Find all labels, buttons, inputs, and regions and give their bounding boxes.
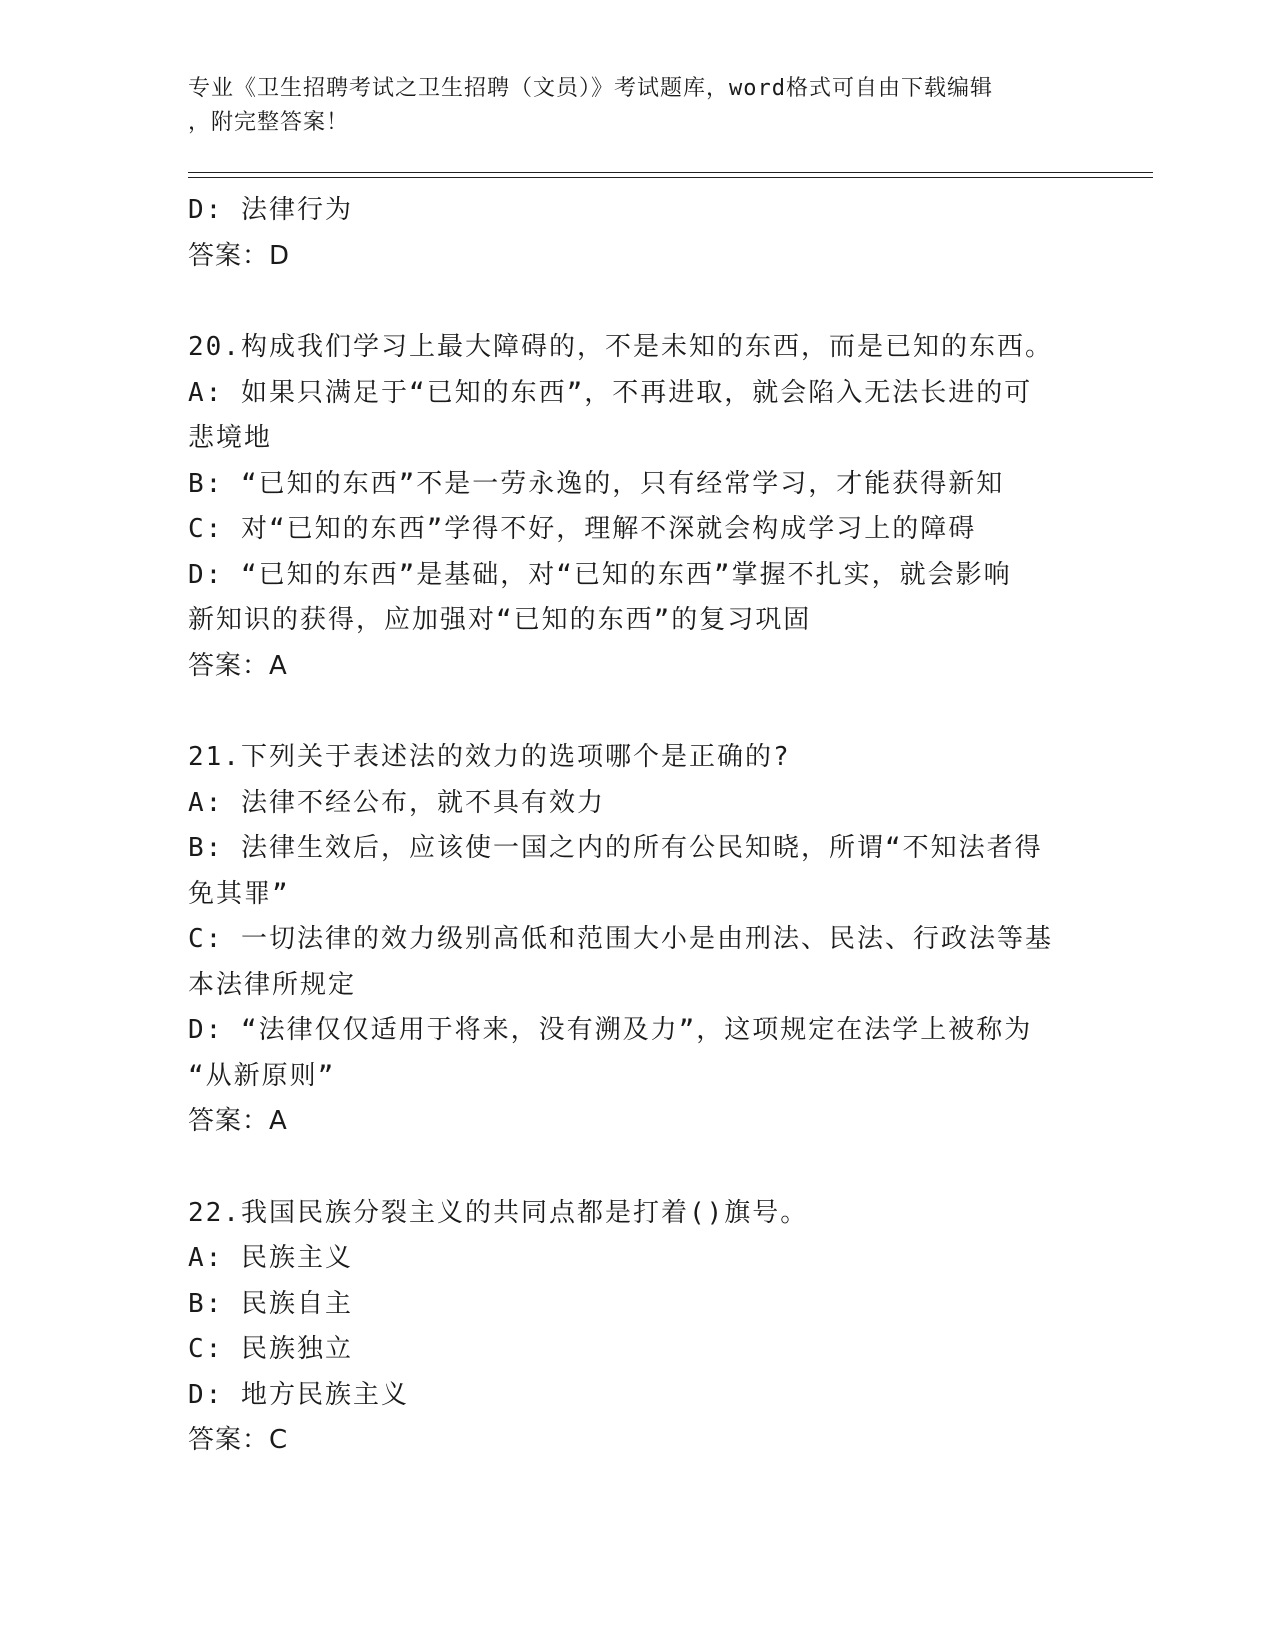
option-line: A: 民族主义 bbox=[188, 1243, 353, 1273]
option-line: C: 民族独立 bbox=[188, 1334, 353, 1364]
header-rule-bottom bbox=[188, 177, 1153, 178]
question-line: 20.构成我们学习上最大障碍的，不是未知的东西，而是已知的东西。 bbox=[188, 332, 1053, 362]
header-rule-top bbox=[188, 172, 1153, 173]
question-line: 21.下列关于表述法的效力的选项哪个是正确的? bbox=[188, 742, 791, 772]
spacer bbox=[188, 689, 1088, 735]
option-line: B: 法律生效后，应该使一国之内的所有公民知晓，所谓“不知法者得 bbox=[188, 833, 1043, 863]
question-21 bbox=[188, 735, 1088, 1145]
option-line: 新知识的获得，应加强对“已知的东西”的复习巩固 bbox=[188, 605, 812, 635]
option-line: D: “法律仅仅适用于将来，没有溯及力”，这项规定在法学上被称为 bbox=[188, 1015, 1033, 1045]
option-line: A: 如果只满足于“已知的东西”，不再进取，就会陷入无法长进的可 bbox=[188, 377, 1033, 408]
option-line: C: 对“已知的东西”学得不好，理解不深就会构成学习上的障碍 bbox=[188, 514, 977, 544]
option-line: D: 地方民族主义 bbox=[188, 1379, 409, 1410]
header-line-1: 专业《卫生招聘考试之卫生招聘（文员）》考试题库，word格式可自由下载编辑 bbox=[188, 76, 993, 101]
option-line: D: “已知的东西”是基础，对“已知的东西”掌握不扎实，就会影响 bbox=[188, 559, 1012, 590]
answer-line: 答案：A bbox=[188, 650, 288, 681]
option-d: D: 法律行为 bbox=[188, 195, 353, 225]
option-line: 本法律所规定 bbox=[188, 969, 357, 1000]
document-header bbox=[188, 72, 1068, 140]
spacer bbox=[188, 279, 1088, 325]
question-content bbox=[188, 188, 1088, 1464]
question-20 bbox=[188, 325, 1088, 689]
option-line: A: 法律不经公布，就不具有效力 bbox=[188, 787, 605, 818]
question-line: 22.我国民族分裂主义的共同点都是打着()旗号。 bbox=[188, 1197, 809, 1228]
spacer bbox=[188, 1145, 1088, 1191]
question-22 bbox=[188, 1191, 1088, 1464]
option-line: B: “已知的东西”不是一劳永逸的，只有经常学习，才能获得新知 bbox=[188, 468, 1005, 499]
header-line-2: ，附完整答案！ bbox=[188, 110, 350, 135]
answer-line: 答案：D bbox=[188, 240, 291, 271]
option-line: “从新原则” bbox=[188, 1060, 336, 1091]
answer-line: 答案：C bbox=[188, 1425, 289, 1455]
option-line: C: 一切法律的效力级别高低和范围大小是由刑法、民法、行政法等基 bbox=[188, 924, 1053, 954]
option-line: 悲境地 bbox=[188, 423, 273, 453]
answer-line: 答案：A bbox=[188, 1106, 288, 1136]
option-line: 免其罪” bbox=[188, 878, 290, 909]
option-line: B: 民族自主 bbox=[188, 1288, 353, 1319]
